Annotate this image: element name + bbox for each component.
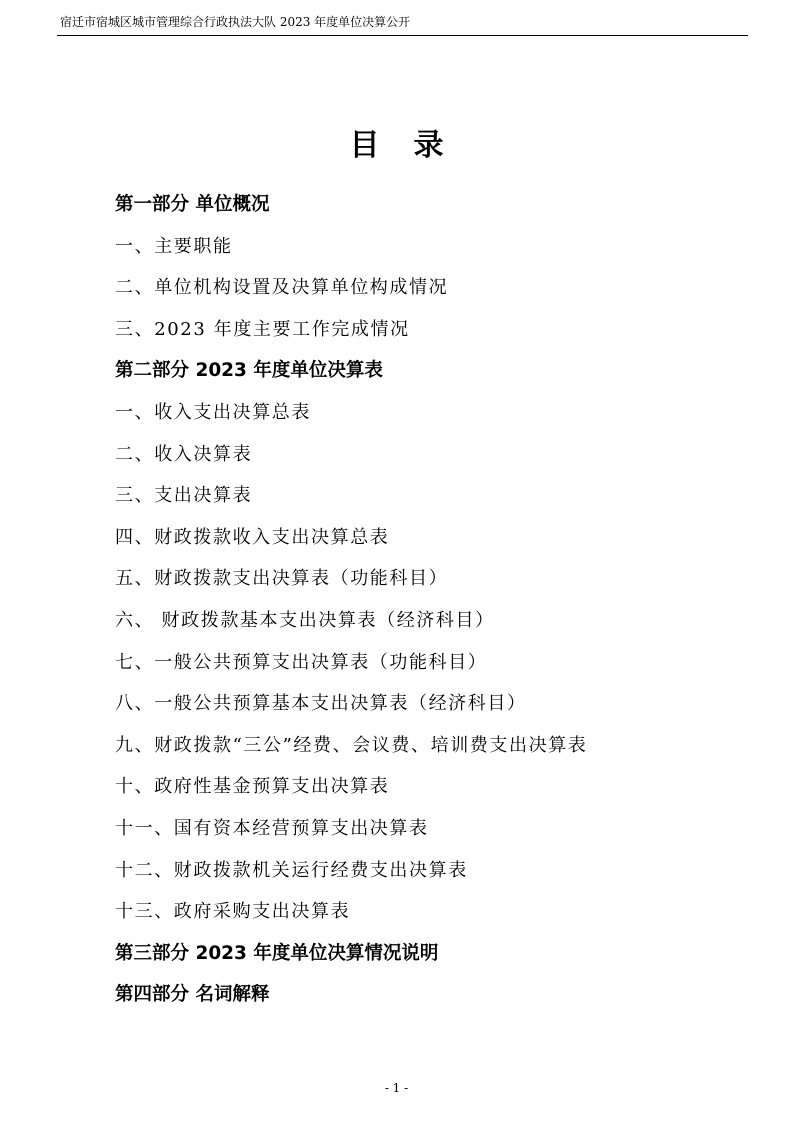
toc-item: 五、财政拨款支出决算表（功能科目） [115, 568, 449, 590]
toc-item: 一、收入支出决算总表 [115, 401, 311, 423]
toc-item: 八、一般公共预算基本支出决算表（经济科目） [115, 693, 527, 715]
toc-item: 六、 财政拨款基本支出决算表（经济科目） [115, 609, 495, 631]
toc-part-heading: 第四部分 名词解释 [115, 984, 270, 1006]
toc-item: 十、政府性基金预算支出决算表 [115, 776, 390, 798]
toc-part-heading: 第三部分 2023 年度单位决算情况说明 [115, 942, 439, 964]
toc-item: 二、收入决算表 [115, 443, 253, 465]
toc-item: 十二、财政拨款机关运行经费支出决算表 [115, 859, 468, 881]
toc-item: 七、一般公共预算支出决算表（功能科目） [115, 651, 488, 673]
running-header: 宿迁市宿城区城市管理综合行政执法大队 2023 年度单位决算公开 [60, 15, 411, 29]
toc-item: 十一、国有资本经营预算支出决算表 [115, 817, 429, 839]
table-of-contents [115, 190, 755, 1022]
toc-item: 三、支出决算表 [115, 485, 253, 507]
toc-part-heading: 第二部分 2023 年度单位决算表 [115, 360, 383, 382]
toc-item: 九、财政拨款“三公”经费、会议费、培训费支出决算表 [115, 734, 588, 756]
toc-part-heading: 第一部分 单位概况 [115, 194, 270, 215]
toc-item: 一、主要职能 [115, 235, 233, 257]
page-number: - 1 - [384, 1081, 409, 1095]
toc-title: 目录 [349, 128, 478, 163]
header-divider [57, 35, 748, 36]
toc-item: 二、单位机构设置及决算单位构成情况 [115, 277, 449, 299]
toc-item: 四、财政拨款收入支出决算总表 [115, 526, 390, 548]
toc-item: 三、2023 年度主要工作完成情况 [115, 318, 410, 340]
toc-item: 十三、政府采购支出决算表 [115, 901, 351, 923]
